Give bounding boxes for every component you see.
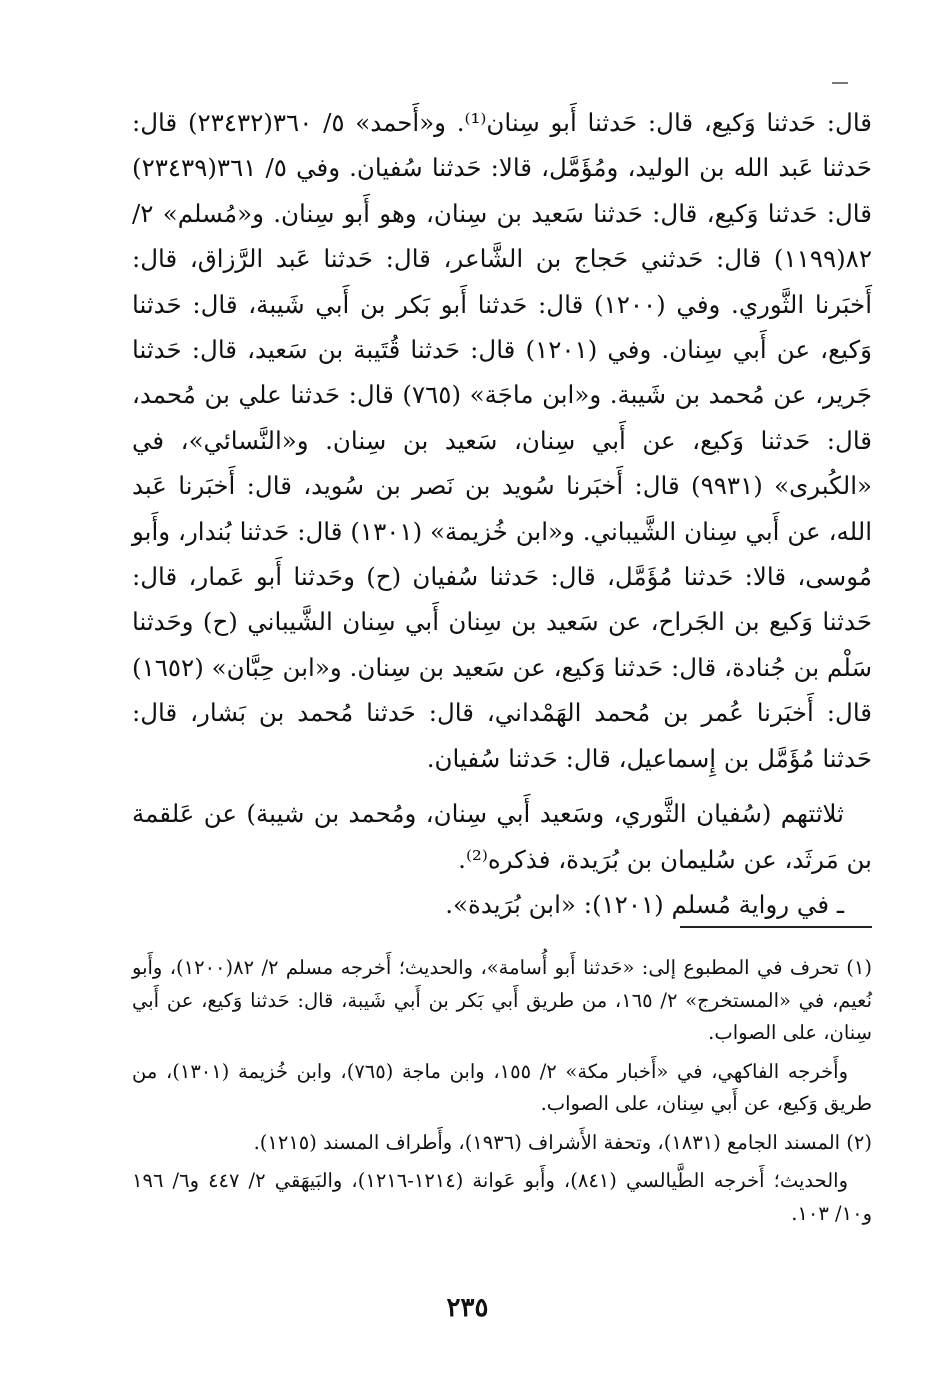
narration-note: ـ في رواية مُسلم (١٢٠١): «ابن بُرَيدة». bbox=[445, 889, 844, 919]
hadith-paragraph: قال: حَدثنا وَكيع، قال: حَدثنا أَبو سِنان⁽¹⁾. و«أَحمد» ٥/ ٣٦٠(٢٣٤٣٢) قال: حَدثنا عَبد الله بن الوليد، ومُؤَمَّل، قالا: حَدثنا سُفيان. وفي ٥/ ٣٦١(٢٣٤٣٩) قال: حَدثنا وَكيع، قال: حَدثنا سَعيد بن سِنان، وهو أَبو سِنان. و«مُسلم» ٢/ ٨٢(١١٩٩) قال: حَدثني حَجاج بن الشَّاعر، قال: حَدثنا عَبد الرَّزاق، قال: أَخبَرنا الثَّوري. وفي (١٢٠٠) قال: حَدثنا أَبو بَكر بن أَبي شَيبة، قال: حَدثنا وَكيع، عن أَبي سِنان. وفي (١٢٠١) قال: حَدثنا قُتَيبة بن سَعيد، قال: حَدثنا جَرير، عن مُحمد بن شَيبة. و«ابن ماجَة» (٧٦٥) قال: حَدثنا علي بن مُحمد، قال: حَدثنا وَكيع، عن أَبي سِنان، سَعيد بن سِنان. و«النَّسائي»، في «الكُبرى» (٩٩٣١) قال: أَخبَرنا سُويد بن نَصر بن سُويد، قال: أَخبَرنا عَبد الله، عن أَبي سِنان الشَّيباني. و«ابن خُزيمة» (١٣٠١) قال: حَدثنا بُندار، وأَبو مُوسى، قالا: حَدثنا مُؤَمَّل، قال: حَدثنا سُفيان (ح) وحَدثنا أَبو عَمار، قال: حَدثنا وَكيع بن الجَراح، عن سَعيد بن سِنان أَبي سِنان الشَّيباني (ح) وحَدثنا سَلْم بن جُنادة، قال: حَدثنا وَكيع، عن سَعيد بن سِنان. و«ابن حِبَّان» (١٦٥٢) قال: أَخبَرنا عُمر بن مُحمد الهَمْداني، قال: حَدثنا مُحمد بن بَشار، قال: حَدثنا مُؤَمَّل بن إِسماعيل، قال: حَدثنا سُفيان. bbox=[132, 108, 873, 773]
main-text bbox=[132, 100, 872, 927]
footnote-separator bbox=[680, 926, 872, 928]
corner-mark bbox=[832, 82, 848, 84]
footnotes bbox=[132, 952, 872, 1230]
footnote-2: (٢) المسند الجامع (١٨٣١)، وتحفة الأَشراف (١٩٣٦)، وأَطراف المسند (١٢١٥). bbox=[253, 1130, 872, 1154]
footnote-1-continuation: وأَخرجه الفاكهي، في «أَخبار مكة» ٢/ ١٥٥، وابن ماجة (٧٦٥)، وابن خُزيمة (١٣٠١)، من طريق وَكيع، عن أَبي سِنان، على الصواب. bbox=[132, 1059, 872, 1115]
chain-summary-paragraph: ثلاثتهم (سُفيان الثَّوري، وسَعيد أَبي سِنان، ومُحمد بن شيبة) عن عَلقمة بن مَرثَد، عن سُليمان بن بُرَيدة، فذكره⁽²⁾. bbox=[132, 799, 872, 874]
footnote-2-continuation: والحديث؛ أَخرجه الطَّيالسي (٨٤١)، وأَبو عَوانة (١٢١٤-١٢١٦)، والبَيهَقي ٢/ ٤٤٧ و٦/ ١٩٦ و١٠/ ١٠٣. bbox=[132, 1169, 872, 1225]
page-number: ٢٣٥ bbox=[446, 1293, 489, 1323]
footnote-1: (١) تحرف في المطبوع إلى: «حَدثنا أَبو أُسامة»، والحديث؛ أَخرجه مسلم ٢/ ٨٢(١٢٠٠)، وأَبو نُعيم، في «المستخرج» ٢/ ١٦٥، من طريق أَبي بَكر بن أَبي شَيبة، قال: حَدثنا وَكيع، عن أَبي سِنان، على الصواب. bbox=[132, 956, 872, 1044]
